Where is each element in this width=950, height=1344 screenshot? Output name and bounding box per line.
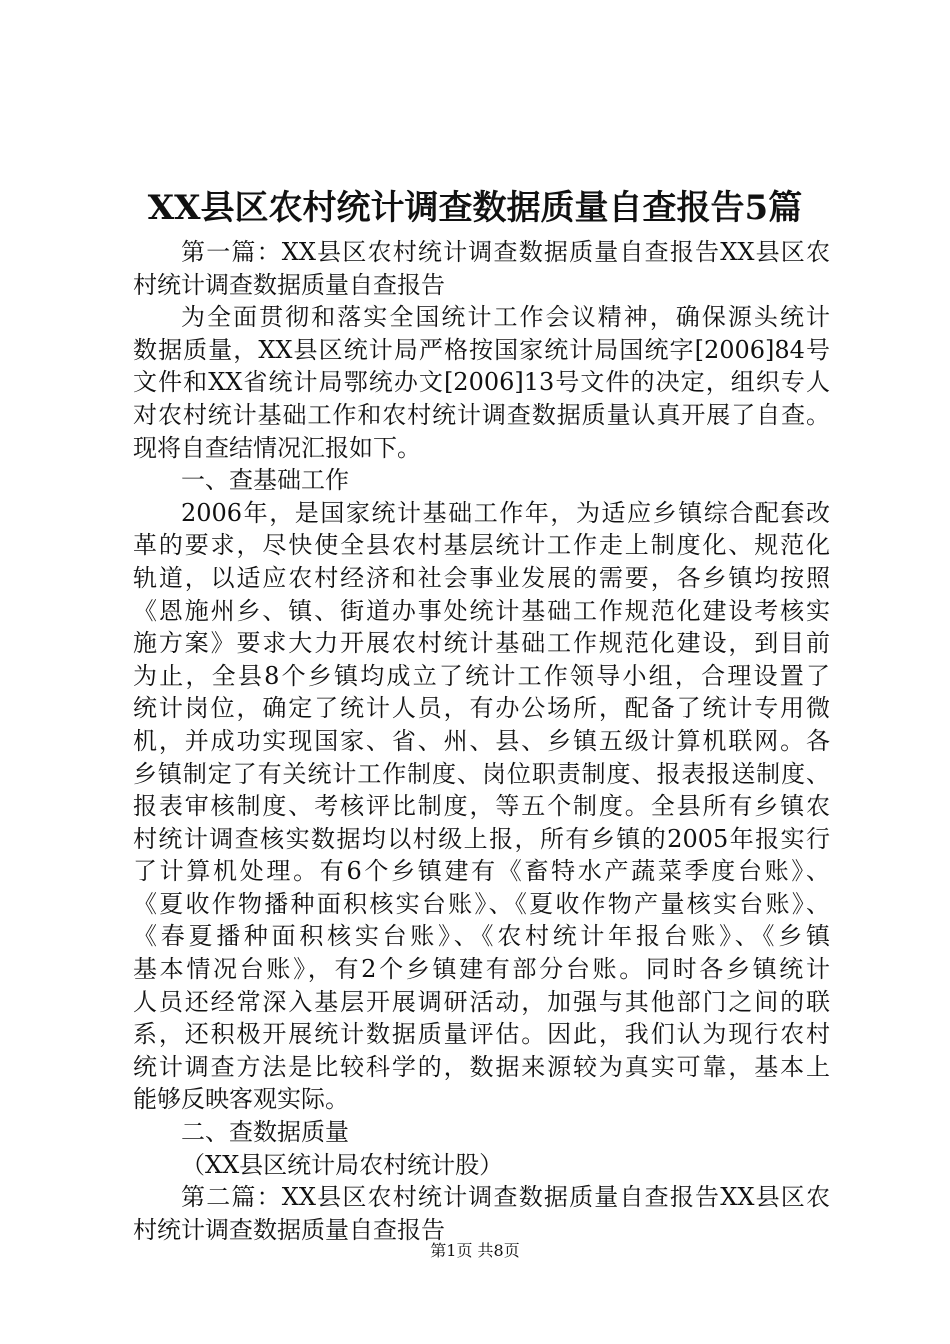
text-line: 轨道，以适应农村经济和社会事业发展的需要，各乡镇均按照 <box>133 563 830 592</box>
text-line: （XX县区统计局农村统计股） <box>181 1150 504 1179</box>
text-line: 2006年，是国家统计基础工作年，为适应乡镇综合配套改 <box>181 498 830 527</box>
text-line: 报表审核制度、考核评比制度，等五个制度。全县所有乡镇农 <box>133 792 830 821</box>
text-line: 革的要求，尽快使全县农村基层统计工作走上制度化、规范化 <box>133 531 830 560</box>
text-line: 第一篇：XX县区农村统计调查数据质量自查报告XX县区农 <box>181 238 830 266</box>
text-line: 为全面贯彻和落实全国统计工作会议精神，确保源头统计 <box>181 303 830 332</box>
text-line: 第二篇：XX县区农村统计调查数据质量自查报告XX县区农 <box>181 1183 830 1212</box>
text-line: 村统计调查数据质量自查报告 <box>133 270 445 299</box>
text-line: 统计调查方法是比较科学的，数据来源较为真实可靠，基本上 <box>133 1052 830 1081</box>
text-line: 对农村统计基础工作和农村统计调查数据质量认真开展了自查。 <box>133 400 830 429</box>
text-line: 数据质量，XX县区统计局严格按国家统计局国统字[2006]84号 <box>133 335 830 364</box>
page-number-footer: 第1页 共8页 <box>430 1241 520 1260</box>
text-line: 《春夏播种面积核实台账》、《农村统计年报台账》、《乡镇 <box>133 922 830 951</box>
text-line: 乡镇制定了有关统计工作制度、岗位职责制度、报表报送制度、 <box>133 759 830 788</box>
text-line: 了计算机处理。有6个乡镇建有《畜特水产蔬菜季度台账》、 <box>133 857 830 886</box>
text-line: 《恩施州乡、镇、街道办事处统计基础工作规范化建设考核实 <box>133 596 830 625</box>
section-heading: 二、查数据质量 <box>181 1118 349 1147</box>
text-line: 人员还经常深入基层开展调研活动，加强与其他部门之间的联 <box>133 987 830 1016</box>
document-body <box>133 236 830 1246</box>
document-title: XX县区农村统计调查数据质量自查报告5篇 <box>147 188 803 228</box>
section-heading: 一、查基础工作 <box>181 466 349 495</box>
text-line: 机，并成功实现国家、省、州、县、乡镇五级计算机联网。各 <box>133 726 830 755</box>
text-line: 施方案》要求大力开展农村统计基础工作规范化建设，到目前 <box>133 629 830 658</box>
text-line: 村统计调查核实数据均以村级上报，所有乡镇的2005年报实行 <box>133 824 830 853</box>
text-line: 现将自查结情况汇报如下。 <box>133 433 421 462</box>
text-line: 统计岗位，确定了统计人员，有办公场所，配备了统计专用微 <box>133 694 830 723</box>
text-line: 基本情况台账》，有2个乡镇建有部分台账。同时各乡镇统计 <box>133 955 830 984</box>
text-line: 系，还积极开展统计数据质量评估。因此，我们认为现行农村 <box>133 1020 830 1049</box>
text-line: 村统计调查数据质量自查报告 <box>133 1215 445 1244</box>
text-line: 《夏收作物播种面积核实台账》、《夏收作物产量核实台账》、 <box>133 889 830 918</box>
text-line: 能够反映客观实际。 <box>133 1085 349 1114</box>
text-line: 为止，全县8个乡镇均成立了统计工作领导小组，合理设置了 <box>133 661 830 690</box>
text-line: 文件和XX省统计局鄂统办文[2006]13号文件的决定，组织专人 <box>133 368 830 397</box>
